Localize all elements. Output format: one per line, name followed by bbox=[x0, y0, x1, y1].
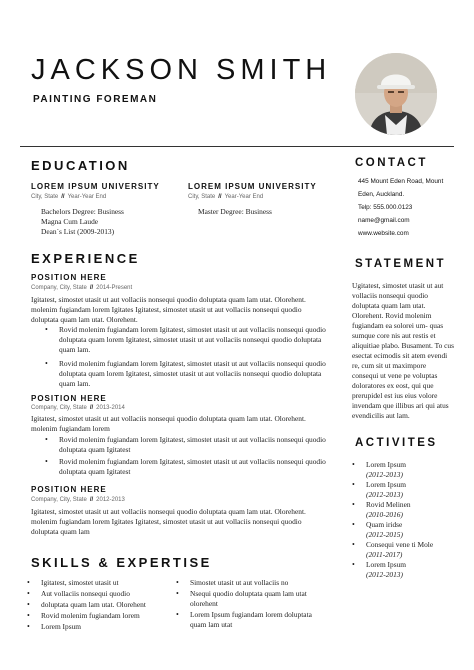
education-school-1: LOREM IPSUM UNIVERSITY bbox=[31, 182, 160, 191]
list-item: • Rovid molenim fugiandam lorem Igitatest, simostet utasit ut aut vollaciis nonsequi quodio doluptata quam lorem Igitatest, simostet utasit ut aut vollaciis nonsequi quodio doluptata quam lam. bbox=[45, 359, 326, 389]
contact-phone: Telp: 555.000.0123 bbox=[358, 204, 413, 211]
education-details-1 bbox=[41, 207, 171, 237]
worker-portrait-icon bbox=[355, 53, 437, 135]
job-title-3: POSITION HERE bbox=[31, 485, 107, 494]
contact-website[interactable]: www.website.com bbox=[358, 230, 409, 237]
education-meta-1: City, State // Year-Year End bbox=[31, 194, 107, 200]
list-item: • Lorem Ipsum fugiandam lorem doluptata quam lam utat bbox=[176, 610, 324, 630]
activities-heading: ACTIVITES bbox=[355, 437, 438, 449]
list-item: • Consequi vene ti Mole (2011-2017) bbox=[352, 540, 456, 560]
job-title-1: POSITION HERE bbox=[31, 273, 107, 282]
job-description-1: Igitatest, simostet utasit ut aut vollaciis nonsequi quodio doluptata quam lam utat. Olorehent. molenim fugiandam lorem Igitates Igitatest, simostet utasit ut aut vollaciis nonsequi quodio doluptata quam lam utat. Olorehent. bbox=[31, 295, 306, 324]
contact-address-line-1: 445 Mount Eden Road, Mount bbox=[358, 178, 444, 185]
skills-list-1 bbox=[27, 578, 177, 632]
degree-line: Master Degree: Business bbox=[198, 207, 272, 216]
list-item: • doluptata quam lam utat. Olorehent bbox=[27, 600, 177, 610]
degree-line: Bachelors Degree: Business bbox=[41, 207, 124, 216]
list-item: • Nsequi quodio doluptata quam lam utat olorehent bbox=[176, 589, 324, 609]
activities-list bbox=[352, 460, 456, 580]
list-item: • Lorem Ipsum (2012-2013) bbox=[352, 480, 456, 500]
list-item: • Lorem Ipsum (2012-2013) bbox=[352, 560, 456, 580]
list-item: • Igitatest, simostet utasit ut bbox=[27, 578, 177, 588]
education-heading: EDUCATION bbox=[31, 158, 130, 173]
list-item: • Quam iridse (2012-2015) bbox=[352, 520, 456, 540]
list-item: • Rovid molenim fugiandam lorem Igitatest, simostet utasit ut aut vollaciis nonsequi quodio doluptata quam Igitatest bbox=[45, 435, 326, 455]
list-item: • Lorem Ipsum bbox=[27, 622, 177, 632]
list-item: • Rovid molenim fugiandam lorem Igitatest, simostet utasit ut aut vollaciis nonsequi quodio doluptata quam Igitatest bbox=[45, 457, 326, 477]
contact-heading: CONTACT bbox=[355, 157, 428, 169]
deans-list-line: Dean`s List (2009-2013) bbox=[41, 227, 115, 236]
contact-address-line-2: Eden, Auckland. bbox=[358, 191, 405, 198]
job-meta-1: Company, City, State // 2014-Present bbox=[31, 285, 133, 291]
job-bullets-1 bbox=[45, 325, 326, 389]
education-school-2: LOREM IPSUM UNIVERSITY bbox=[188, 182, 317, 191]
education-meta-2: City, State // Year-Year End bbox=[188, 194, 264, 200]
job-bullets-2 bbox=[45, 435, 326, 477]
list-item: • Rovid molenim fugiandam lorem bbox=[27, 611, 177, 621]
job-description-2: Igitatest, simostet utasit ut aut vollaciis nonsequi quodio doluptata quam lam utat. Olorehent. molenim fugiandam lorem bbox=[31, 414, 306, 433]
list-item: • Rovid Melinen (2010-2016) bbox=[352, 500, 456, 520]
skills-heading: SKILLS & EXPERTISE bbox=[31, 555, 212, 570]
list-item: • Lorem Ipsum (2012-2013) bbox=[352, 460, 456, 480]
experience-heading: EXPERIENCE bbox=[31, 251, 140, 266]
honors-line: Magna Cum Laude bbox=[41, 217, 99, 226]
job-meta-3: Company, City, State // 2012-2013 bbox=[31, 497, 125, 503]
statement-text: Ugitatest, simostet utasit ut aut vollaciis nonsequi quodio doluptata quam lam utat. Olorehent. Rovid molenim fugiandam ea solorei um- quas sumque core nis aut restis et aliquitiae plabo. Busament. To cus esectat ecimodis sit atem evendi re, cum sit ut maximpore consequi ut vene pe voluptas doloratores ex eost, qui que prerupidel est ius eius volore invendam que illibus ari qui atus evendicilis aut lam. bbox=[352, 281, 454, 420]
header-divider bbox=[20, 146, 454, 147]
candidate-name: JACKSON SMITH bbox=[31, 54, 332, 86]
skills-list-2 bbox=[176, 578, 324, 630]
statement-heading: STATEMENT bbox=[355, 258, 447, 270]
profile-photo bbox=[355, 53, 437, 135]
list-item: • Rovid molenim fugiandam lorem Igitatest, simostet utasit ut aut vollaciis nonsequi quodio doluptata quam lorem Igitatest, simostet utasit ut aut vollaciis nonsequi quodio doluptata quam lam. bbox=[45, 325, 326, 355]
list-item: • Simostet utasit ut aut vollaciis no bbox=[176, 578, 324, 588]
job-meta-2: Company, City, State // 2013-2014 bbox=[31, 405, 125, 411]
education-details-2 bbox=[198, 207, 328, 217]
list-item: • Aut vollaciis nonsequi quodio bbox=[27, 589, 177, 599]
job-description-3: Igitatest, simostet utasit ut aut vollaciis nonsequi quodio doluptata quam lam utat. Olorehent. molenim fugiandam lorem Igitates Igitatest, simostet utasit ut aut vollaciis nonsequi quodio doluptata quam lam bbox=[31, 507, 306, 536]
job-title-2: POSITION HERE bbox=[31, 394, 107, 403]
job-role: PAINTING FOREMAN bbox=[33, 94, 158, 105]
contact-email[interactable]: name@gmail.com bbox=[358, 217, 410, 224]
